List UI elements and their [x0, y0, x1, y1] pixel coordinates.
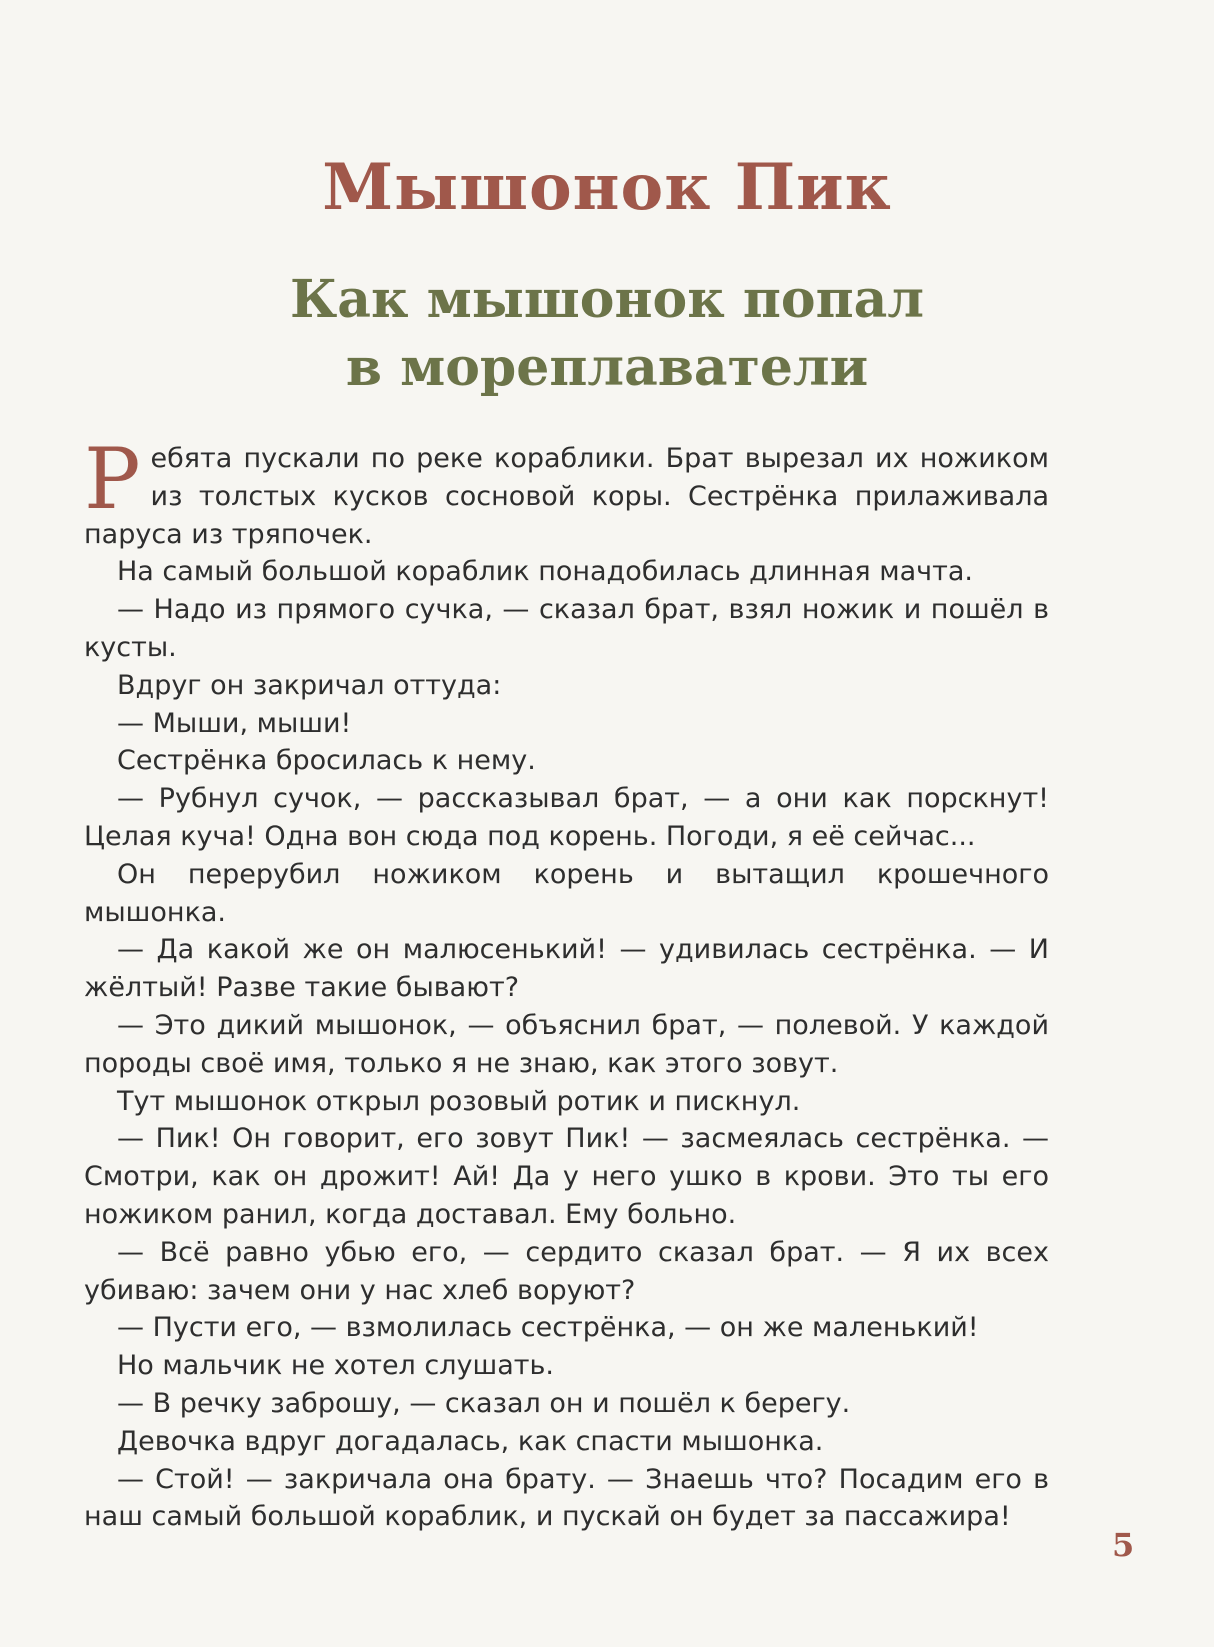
drop-cap: Р [84, 430, 141, 528]
paragraph: Ребята пускали по реке кораблики. Брат вырезал их ножиком из толстых кусков сосновой коры. Сестрёнка прилаживала паруса из тряпочек. [84, 430, 1049, 550]
paragraph: — Мыши, мыши! [117, 707, 352, 739]
page-number: 5 [1112, 1526, 1135, 1564]
paragraph: — Рубнул сучок, — рассказывал брат, — а они как порскнут! Целая куча! Одна вон сюда под корень. Погоди, я её сейчас... [84, 783, 1049, 852]
paragraph: Сестрёнка бросилась к нему. [117, 745, 536, 777]
story-title: Мышонок Пик [322, 150, 892, 225]
paragraph: — Надо из прямого сучка, — сказал брат, взял ножик и пошёл в кусты. [84, 594, 1049, 663]
paragraph: — В речку заброшу, — сказал он и пошёл к берегу. [117, 1387, 851, 1419]
paragraph: На самый большой кораблик понадобилась длинная мачта. [117, 556, 973, 588]
paragraph: — Да какой же он малюсенький! — удивилась сестрёнка. — И жёлтый! Разве такие бывают? [84, 934, 1049, 1004]
paragraph: — Пусти его, — взмолилась сестрёнка, — он же маленький! [117, 1312, 979, 1344]
paragraph: — Стой! — закричала она брату. — Знаешь что? Посадим его в наш самый большой кораблик, и пускай он будет за пассажира! [84, 1463, 1049, 1533]
paragraph: Вдруг он закричал оттуда: [117, 669, 502, 701]
paragraph: Он перерубил ножиком корень и вытащил крошечного мышонка. [84, 858, 1049, 928]
chapter-title-line-1: Как мышонок попал [289, 269, 925, 330]
paragraph: Тут мышонок открыл розовый ротик и пискнул. [117, 1085, 801, 1117]
paragraph: — Пик! Он говорит, его зовут Пик! — засмеялась сестрёнка. — Смотри, как он дрожит! Ай! Да у него ушко в крови. Это ты его ножиком ранил, когда доставал. Ему больно. [84, 1123, 1049, 1230]
paragraph: Но мальчик не хотел слушать. [117, 1350, 554, 1382]
paragraph: Девочка вдруг догадалась, как спасти мышонка. [117, 1425, 824, 1457]
chapter-title-line-2: в мореплаватели [345, 337, 869, 398]
paragraph: — Это дикий мышонок, — объяснил брат, — полевой. У каждой породы своё имя, только я не знаю, как этого зовут. [84, 1009, 1049, 1079]
story-text [84, 430, 1049, 1536]
paragraph: — Всё равно убью его, — сердито сказал брат. — Я их всех убиваю: зачем они у нас хлеб воруют? [84, 1236, 1049, 1306]
chapter-title [0, 266, 1214, 402]
